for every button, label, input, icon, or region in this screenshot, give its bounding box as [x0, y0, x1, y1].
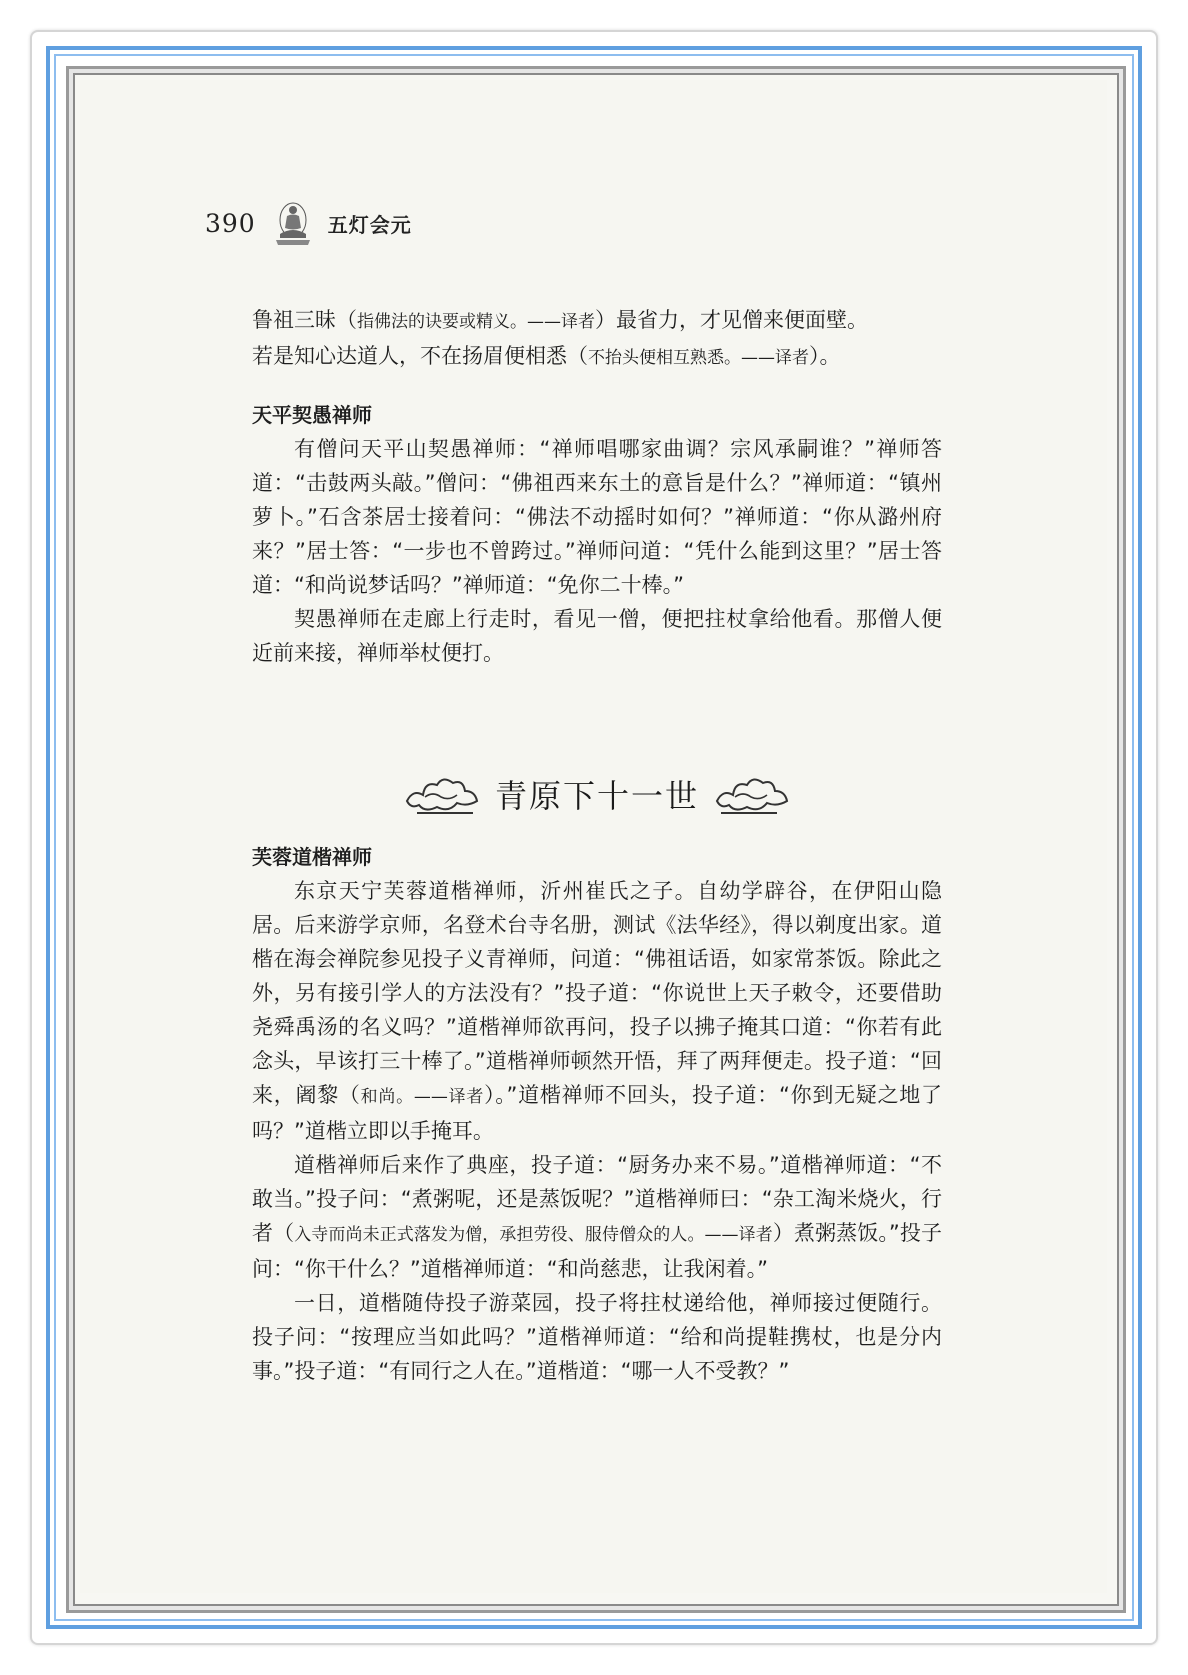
paragraph: 契愚禅师在走廊上行走时，看见一僧，便把拄杖拿给他看。那僧人便近前来接，禅师举杖便打。 [252, 607, 942, 665]
paragraph: 东京天宁芙蓉道楷禅师，沂州崔氏之子。自幼学辟谷，在伊阳山隐居。后来游学京师，名登术台寺名册，测试《法华经》，得以剃度出家。道楷在海会禅院参见投子义青禅师，问道：“佛祖话语，如家常茶饭。除此之外，另有接引学人的方法没有？”投子道：“你说世上天子敕令，还要借助尧舜禹汤的名义吗？”道楷禅师欲再问，投子以拂子掩其口道：“你若有此念头，早该打三十棒了。”道楷禅师顿然开悟，拜了两拜便走。投子道：“回来，阇黎（和尚。——译者）。”道楷禅师不回头，投子道：“你到无疑之地了吗？”道楷立即以手掩耳。 [252, 879, 942, 1143]
section-heading: 天平契愚禅师 [252, 403, 372, 427]
page-number: 390 [205, 208, 256, 238]
cloud-ornament-icon [403, 771, 481, 817]
seated-buddha-icon [268, 198, 318, 248]
paragraph: 有僧问天平山契愚禅师：“禅师唱哪家曲调？宗风承嗣谁？”禅师答道：“击鼓两头敲。”僧问：“佛祖西来东土的意旨是什么？”禅师道：“镇州萝卜。”石含茶居士接着问：“佛法不动摇时如何？”禅师道：“你从潞州府来？”居士答：“一步也不曾跨过。”禅师问道：“凭什么能到这里？”居士答道：“和尚说梦话吗？”禅师道：“免你二十棒。” [252, 437, 942, 597]
translator-note: 指佛法的诀要或精义。——译者 [357, 312, 595, 332]
generation-banner [252, 764, 942, 824]
intro-block [252, 303, 942, 375]
running-header [205, 198, 412, 248]
generation-title: 青原下十一世 [494, 777, 699, 815]
paragraph: 道楷禅师后来作了典座，投子道：“厨务办来不易。”道楷禅师道：“不敢当。”投子问：“煮粥呢，还是蒸饭呢？”道楷禅师曰：“杂工淘米烧火，行者（入寺而尚未正式落发为僧，承担劳役、服侍僧众的人。——译者）煮粥蒸饭。”投子问：“你干什么？”道楷禅师道：“和尚慈悲，让我闲着。” [252, 1153, 943, 1281]
section-furong [252, 840, 942, 1388]
intro-line-1: 鲁祖三昧（指佛法的诀要或精义。——译者）最省力，才见僧来便面壁。 [252, 308, 868, 332]
translator-note: 和尚。——译者 [360, 1087, 485, 1107]
section-tianping [252, 398, 942, 670]
section-heading: 芙蓉道楷禅师 [252, 845, 372, 869]
intro-line-2: 若是知心达道人，不在扬眉便相悉（不抬头便相互熟悉。——译者）。 [252, 344, 841, 368]
translator-note: 入寺而尚未正式落发为僧，承担劳役、服侍僧众的人。——译者 [294, 1225, 773, 1245]
book-title: 五灯会元 [327, 212, 412, 237]
cloud-ornament-icon [713, 771, 791, 817]
paragraph: 一日，道楷随侍投子游菜园，投子将拄杖递给他，禅师接过便随行。投子问：“按理应当如此吗？”道楷禅师道：“给和尚提鞋携杖，也是分内事。”投子道：“有同行之人在。”道楷道：“哪一人不受教？” [252, 1291, 942, 1383]
translator-note: 不抬头便相互熟悉。——译者 [588, 348, 809, 368]
